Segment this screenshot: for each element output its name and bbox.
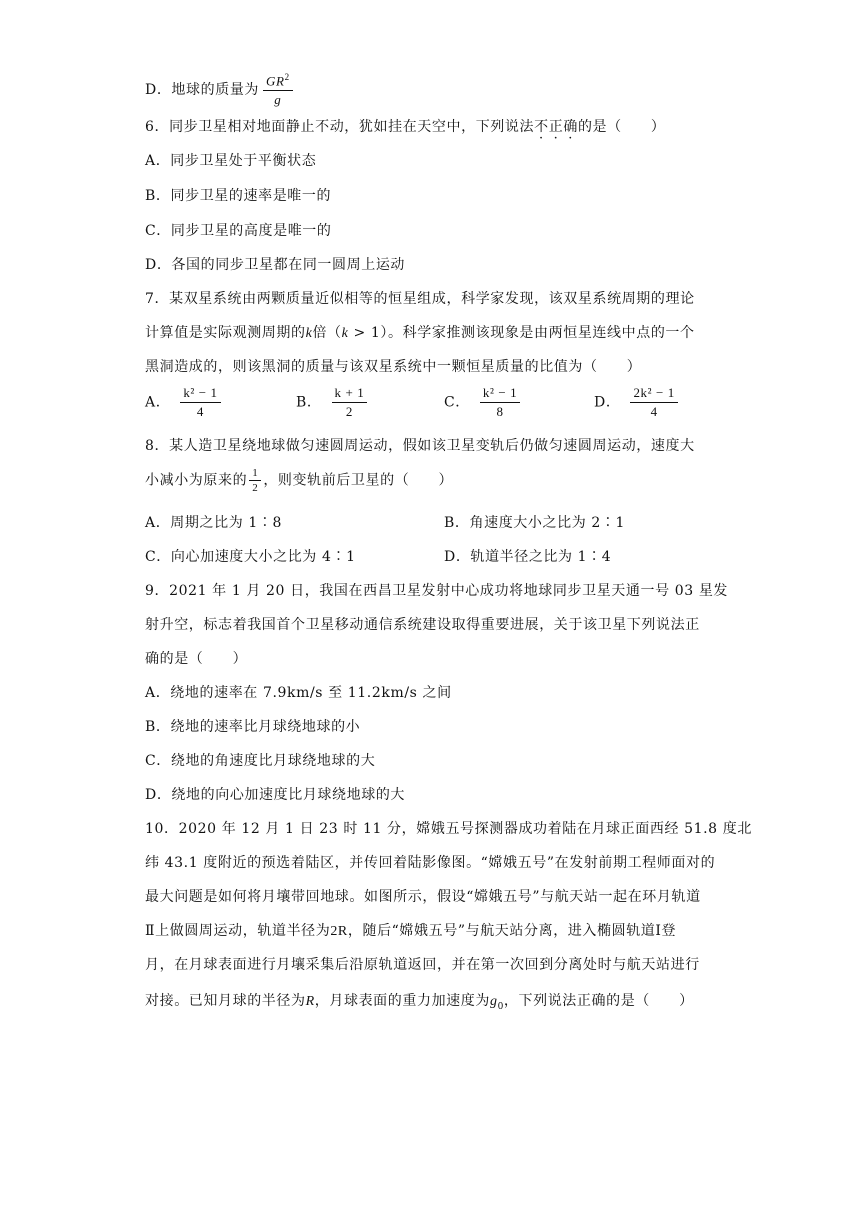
q7-line-1: 7．某双星系统由两颗质量近似相等的恒星组成，科学家发现，该双星系统周期的理论 [145, 291, 695, 307]
q7-option-d-label: D． [594, 394, 621, 411]
q7-b-den: 2 [345, 404, 353, 419]
q10-line-3: 最大问题是如何将月壤带回地球。如图所示，假设“嫦娥五号”与航天站一起在环月轨道 [145, 889, 701, 905]
q8-line-2-b: ，则变轨前后卫星的（ ） [263, 472, 454, 489]
q7-option-b [296, 385, 371, 420]
q7-line-2-a: 计算值是实际观测周期的 [145, 325, 306, 341]
q9-option-a: A．绕地的速率在 7.9km/s 至 11.2km/s 之间 [145, 685, 452, 701]
q8-line-1: 8．某人造卫星绕地球做匀速圆周运动，假如该卫星变轨后仍做匀速圆周运动，速度大 [145, 438, 695, 454]
q5-d-num-sup: 2 [284, 72, 290, 82]
q8-frac-den: 2 [252, 482, 259, 494]
q7-d-den: 4 [650, 404, 658, 419]
q5-d-num: GR [266, 73, 285, 89]
q8-line-2 [145, 467, 453, 494]
q7-cond-k: k [341, 326, 349, 341]
q9-line-2: 射升空，标志着我国首个卫星移动通信系统建设取得重要进展，关于该卫星下列说法正 [145, 617, 700, 633]
q10-g-sub: 0 [497, 1001, 504, 1012]
q7-line-2-b: 倍（ [312, 325, 342, 341]
q7-option-b-label: B． [296, 394, 322, 411]
q8-line-2-a: 小减小为原来的 [145, 472, 248, 489]
q8-frac-num: 1 [249, 467, 261, 481]
q6-stem [145, 116, 666, 136]
q7-option-d [594, 385, 682, 420]
q7-a-den: 4 [196, 404, 205, 419]
q8-option-b: B．角速度大小之比为 2∶1 [444, 515, 625, 531]
q10-g: g [489, 994, 498, 1009]
q7-a-num: k² − 1 [180, 385, 220, 403]
q7-option-c [444, 385, 524, 420]
q6-option-c: C．同步卫星的高度是唯一的 [145, 223, 332, 239]
q8-option-c: C．向心加速度大小之比为 4∶1 [145, 549, 356, 565]
q5-option-d [145, 72, 297, 108]
q6-emphasis-1: 不 [534, 119, 549, 135]
q7-line-3: 黑洞造成的，则该黑洞的质量与该双星系统中一颗恒星质量的比值为（ ） [145, 359, 642, 375]
q9-line-3: 确的是（ ） [145, 651, 248, 667]
q10-line-6 [145, 990, 694, 1012]
q10-line-2: 纬 43.1 度附近的预选着陆区，并传回着陆影像图。“嫦娥五号”在发射前期工程师面对的 [145, 855, 716, 871]
q9-option-d: D．绕地的向心加速度比月球绕地球的大 [145, 787, 406, 803]
q6-stem-a: 6．同步卫星相对地面静止不动，犹如挂在天空中，下列说法 [145, 119, 535, 135]
q5-d-den: g [274, 92, 282, 108]
q10-line-6-b: ，月球表面的重力加速度为 [314, 993, 490, 1009]
q6-option-d: D．各国的同步卫星都在同一圆周上运动 [145, 257, 406, 273]
q9-option-b: B．绕地的速率比月球绕地球的小 [145, 719, 361, 735]
q7-cond-b: > 1 [348, 325, 381, 341]
q10-line-6-a: 对接。已知月球的半径为 [145, 993, 306, 1009]
q6-option-b: B．同步卫星的速率是唯一的 [145, 188, 332, 204]
q7-d-num: 2k² − 1 [630, 385, 677, 403]
q8-option-a: A．周期之比为 1∶8 [145, 515, 282, 531]
q10-line-6-c: ，下列说法正确的是（ ） [503, 993, 694, 1009]
q7-option-c-label: C． [444, 394, 470, 411]
q7-c-num: k² − 1 [480, 385, 520, 403]
q8-option-d: D．轨道半径之比为 1∶4 [444, 549, 612, 565]
q10-line-5: 月，在月球表面进行月壤采集后沿原轨道返回，并在第一次回到分离处时与航天站进行 [145, 957, 700, 973]
q7-k: k [305, 326, 313, 341]
q7-line-2 [145, 322, 695, 342]
q7-option-a [145, 385, 225, 420]
q10-r: R [305, 994, 315, 1009]
q7-line-2-c: ）。科学家推测该现象是由两恒星连线中点的一个 [380, 325, 695, 341]
q6-emphasis-2: 正 [548, 119, 564, 135]
q6-stem-b: 的是（ ） [577, 119, 666, 135]
q10-2r: 2R [330, 924, 348, 939]
q7-option-a-label: A． [145, 394, 171, 411]
q6-emphasis-3: 确 [563, 119, 578, 135]
q10-line-4 [145, 920, 676, 940]
q7-b-num: k + 1 [332, 385, 368, 403]
q9-line-1: 9．2021 年 1 月 20 日，我国在西昌卫星发射中心成功将地球同步卫星天通一号 03 星发 [145, 583, 729, 599]
q7-c-den: 8 [496, 404, 504, 419]
q10-line-4-b: ，随后“嫦娥五号”与航天站分离，进入椭圆轨道Ⅰ登 [347, 923, 677, 939]
q10-line-4-a: Ⅱ上做圆周运动，轨道半径为 [145, 923, 331, 939]
q9-option-c: C．绕地的角速度比月球绕地球的大 [145, 753, 376, 769]
q5-option-d-prefix: D．地球的质量为 [145, 82, 260, 99]
q10-line-1: 10．2020 年 12 月 1 日 23 时 11 分，嫦娥五号探测器成功着陆在月球正面西经 51.8 度北 [145, 821, 752, 837]
q5-option-d-fraction [263, 72, 293, 108]
q6-option-a: A．同步卫星处于平衡状态 [145, 153, 317, 169]
